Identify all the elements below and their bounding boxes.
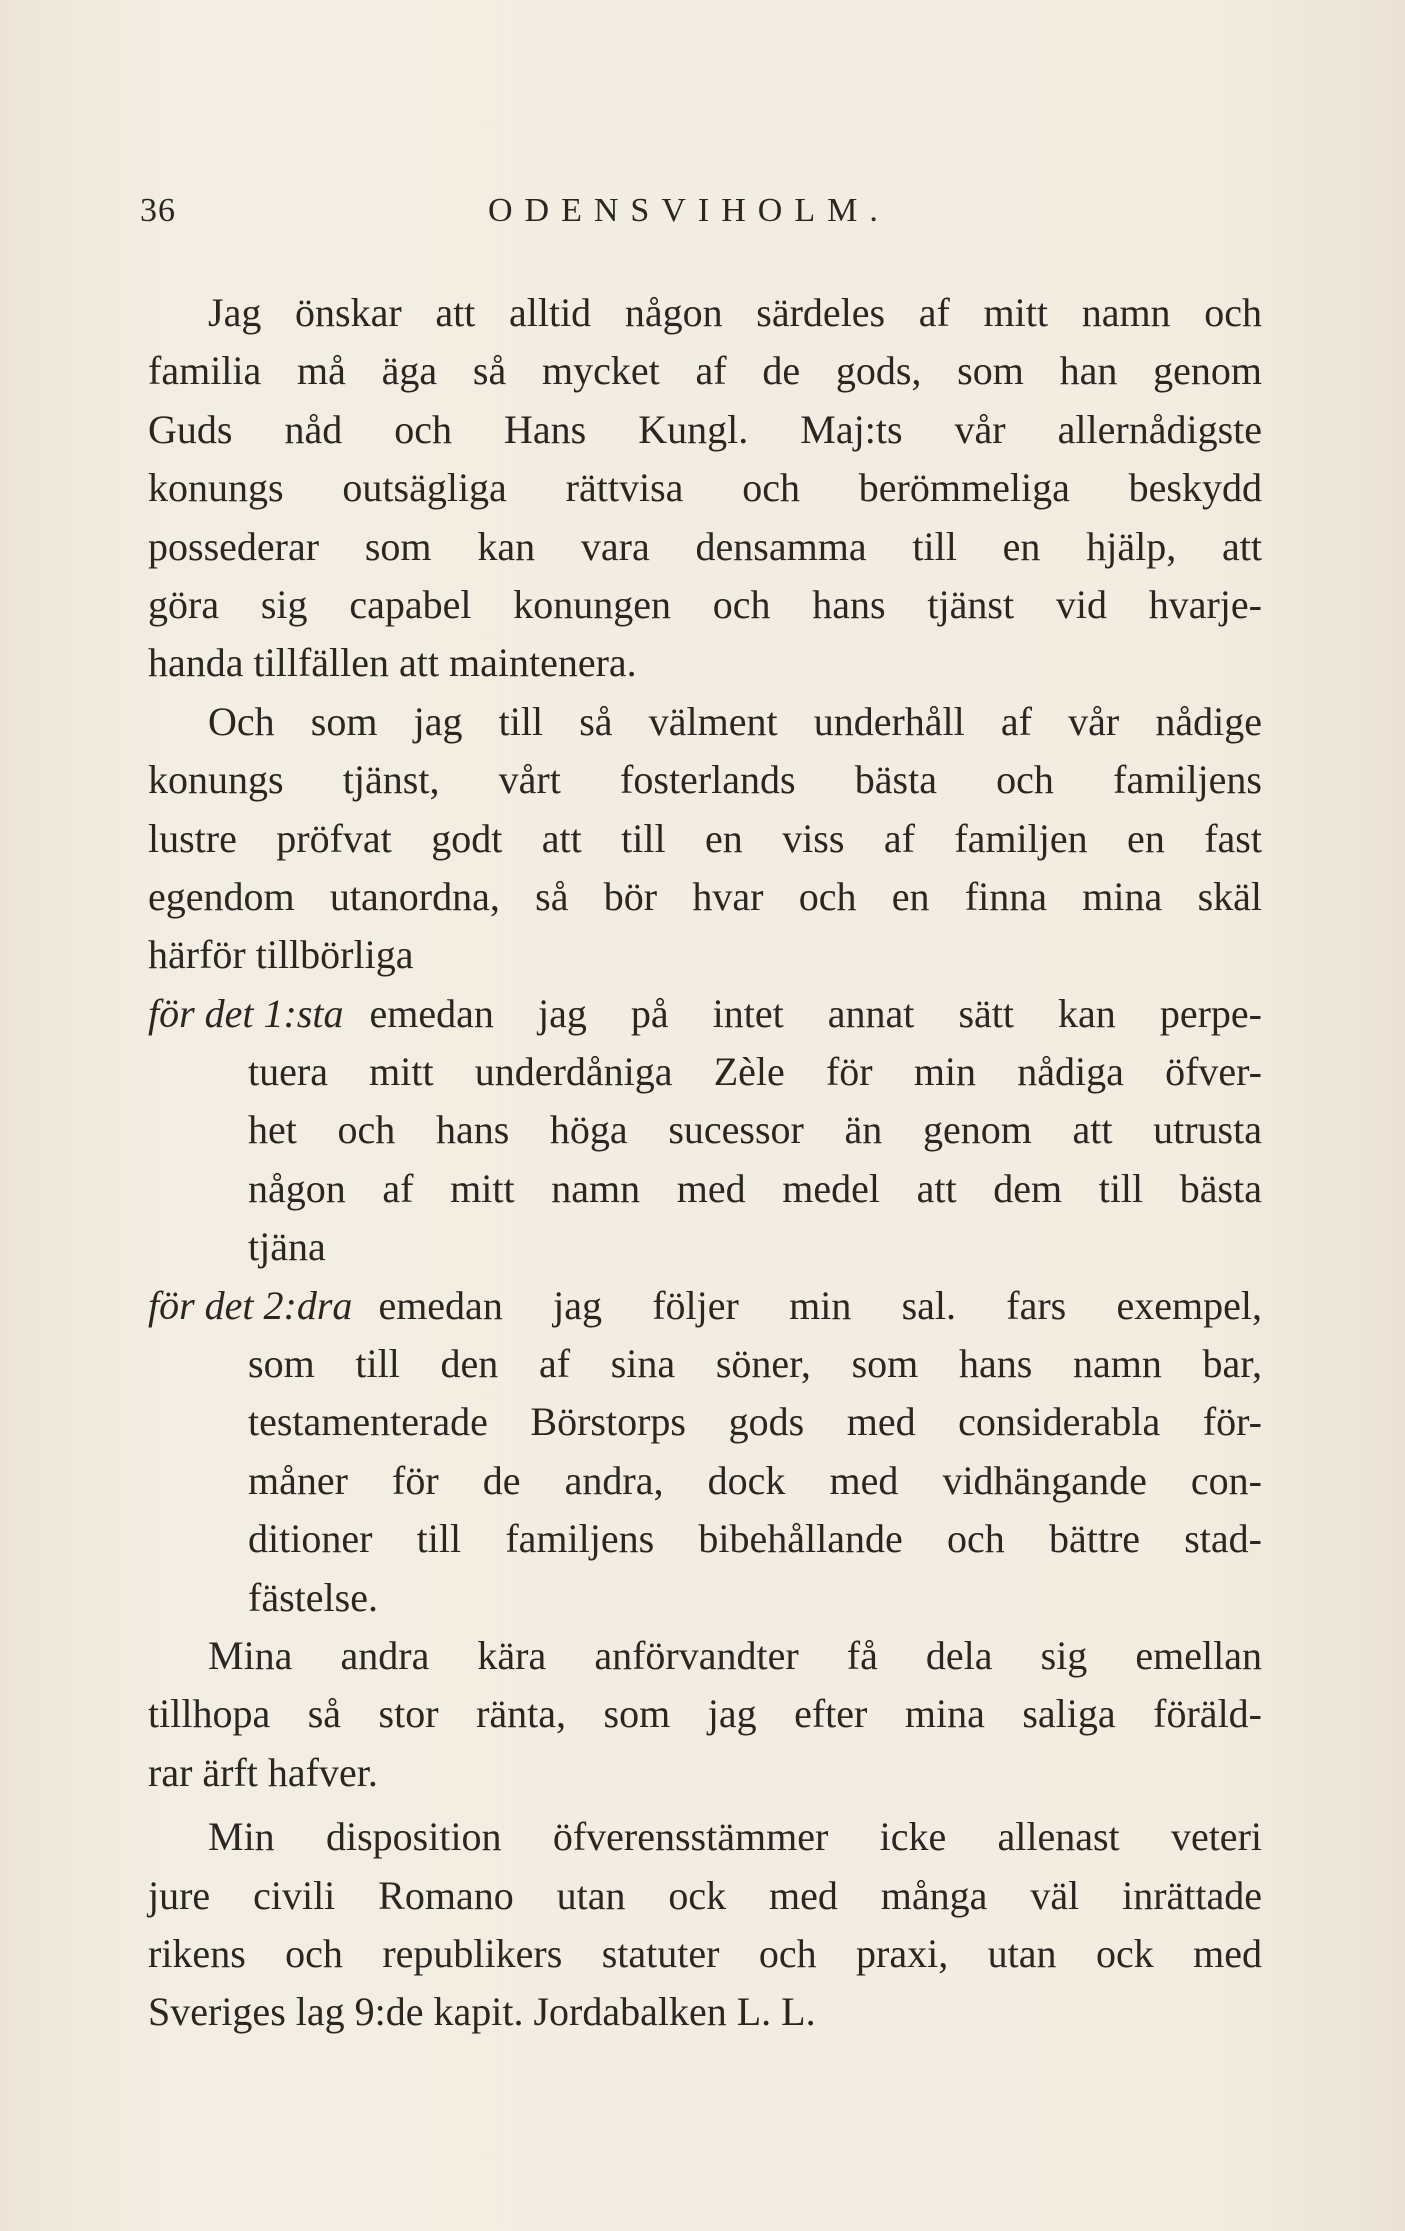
paragraph (148, 693, 1262, 985)
text-line: göra sig capabel konungen och hans tjänst vid hvarje- (148, 581, 1262, 627)
text-line: testamenterade Börstorps gods med considerabla för- (248, 1399, 1262, 1445)
text-line: het och hans höga sucessor än genom att utrusta (248, 1107, 1262, 1153)
text-line: Jag önskar att alltid någon särdeles af mitt namn och (208, 290, 1262, 335)
running-title: ODENSVIHOLM. (488, 192, 890, 229)
text-line: tjäna (248, 1224, 326, 1270)
paragraph (148, 1808, 1262, 2042)
text-line: egendom utanordna, så bör hvar och en finna mina skäl (148, 873, 1262, 919)
item-text: emedan jag på intet annat sätt kan perpe- (369, 990, 1262, 1036)
text-line: någon af mitt namn med medel att dem till bästa (248, 1165, 1262, 1211)
text-line: konungs outsägliga rättvisa och berömmeliga beskydd (148, 465, 1262, 511)
text-line: Mina andra kära anförvandter få dela sig emellan (208, 1632, 1262, 1678)
text-line: lustre pröfvat godt att till en viss af familjen en fast (148, 815, 1262, 861)
paragraph (148, 1627, 1262, 1802)
text-line: härför tillbörliga (148, 932, 414, 978)
list-item (148, 985, 1262, 1277)
text-line: som till den af sina söner, som hans namn bar, (248, 1341, 1262, 1387)
text-line: Guds nåd och Hans Kungl. Maj:ts vår allernådigste (148, 406, 1262, 452)
item-text: emedan jag följer min sal. fars exempel, (378, 1282, 1262, 1328)
body-text (148, 284, 1262, 2042)
item-label: för det 2:dra (148, 1282, 353, 1328)
text-line: fästelse. (248, 1574, 378, 1620)
text-line: rar ärft hafver. (148, 1749, 378, 1795)
text-line: rikens och republikers statuter och praxi, utan ock med (148, 1930, 1262, 1976)
text-line: Sveriges lag 9:de kapit. Jordabalken L. L. (148, 1989, 816, 2035)
text-line (148, 985, 1262, 1043)
text-line: måner för de andra, dock med vidhängande con- (248, 1457, 1262, 1503)
text-line: familia må äga så mycket af de gods, som han genom (148, 348, 1262, 394)
text-line: ditioner till familjens bibehållande och bättre stad- (248, 1516, 1262, 1562)
page-header (140, 192, 1270, 248)
text-line: tillhopa så stor ränta, som jag efter mina saliga föräld- (148, 1691, 1262, 1737)
text-line: tuera mitt underdåniga Zèle för min nådiga öfver- (248, 1049, 1262, 1095)
text-line: jure civili Romano utan ock med många väl inrättade (148, 1872, 1262, 1918)
item-label: för det 1:sta (148, 990, 344, 1036)
text-line: handa tillfällen att maintenera. (148, 640, 637, 686)
text-line: Min disposition öfverensstämmer icke allenast veteri (208, 1814, 1262, 1860)
text-line: possederar som kan vara densamma till en hjälp, att (148, 523, 1262, 569)
text-line (148, 1277, 1262, 1335)
text-line: Och som jag till så välment underhåll af vår nådige (208, 698, 1262, 744)
page-number: 36 (140, 192, 176, 229)
text-line: konungs tjänst, vårt fosterlands bästa och familjens (148, 757, 1262, 803)
list-item (148, 1277, 1262, 1627)
paragraph (148, 284, 1262, 693)
